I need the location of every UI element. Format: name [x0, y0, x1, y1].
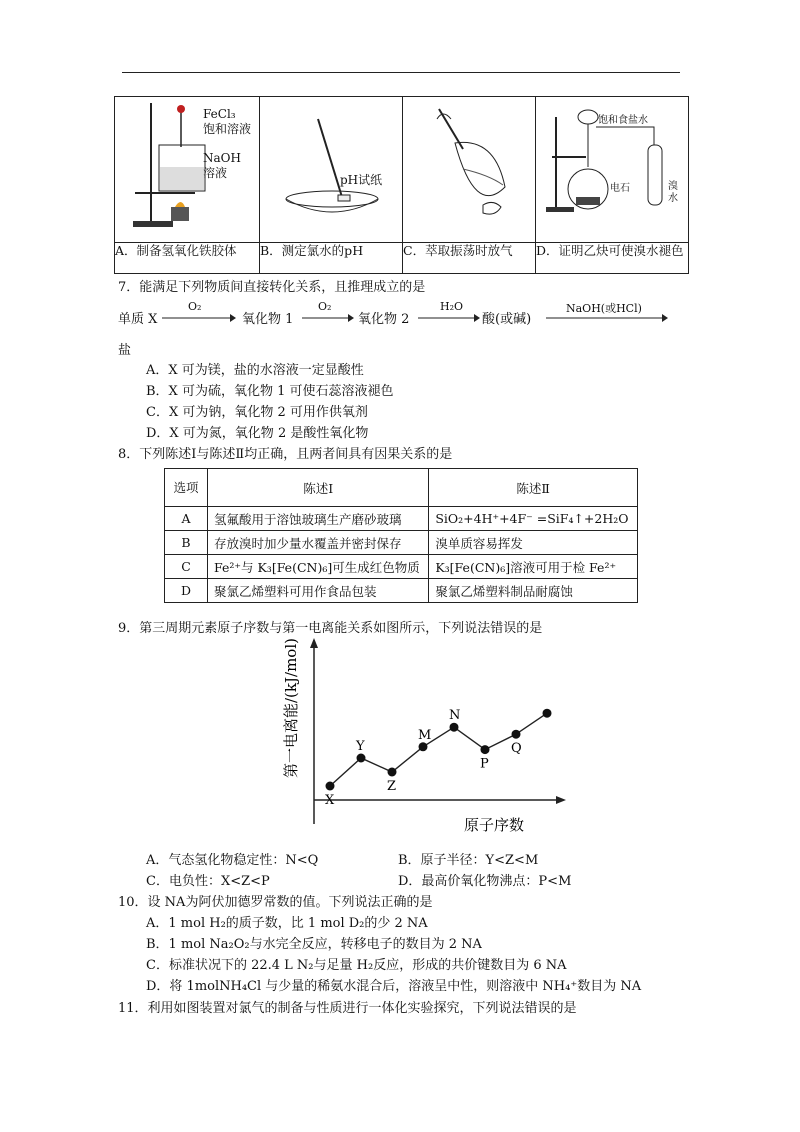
q9-option-b: B．原子半径：Y<Z<M [398, 853, 539, 868]
chain-oxide-1: 氧化物 1 [242, 312, 294, 327]
data-point [419, 742, 428, 751]
point-label: M [418, 727, 432, 743]
apparatus-b-figure [260, 97, 403, 243]
apparatus-a-labels [203, 107, 251, 181]
arrow-label-1: O₂ [188, 300, 202, 313]
q9-option-c: C．电负性：X<Z<P [146, 874, 270, 889]
apparatus-table [114, 96, 689, 274]
q7-option-b: B．X 可为硫，氧化物 1 可使石蕊溶液褪色 [146, 384, 394, 399]
point-label: P [480, 756, 489, 772]
q8-stem: 8．下列陈述Ⅰ与陈述Ⅱ均正确，且两者间具有因果关系的是 [118, 447, 453, 462]
chain-salt: 盐 [118, 343, 132, 358]
caption-a: A．制备氢氧化铁胶体 [115, 243, 260, 274]
data-point [512, 730, 521, 739]
bromine-water-label: 溴水 [668, 181, 678, 204]
brine-label: 饱和食盐水 [598, 115, 648, 126]
row-statement-1: 聚氯乙烯塑料可用作食品包装 [208, 579, 429, 603]
arrow-label-2: O₂ [318, 300, 332, 313]
q10-option-c: C．标准状况下的 22.4 L N₂与足量 H₂反应，形成的共价键数目为 6 NA [146, 958, 567, 973]
row-statement-2: SiO₂+4H⁺+4F⁻ =SiF₄↑+2H₂O [429, 507, 638, 531]
point-label: X [325, 793, 335, 808]
row-statement-1: 存放溴时加少量水覆盖并密封保存 [208, 531, 429, 555]
header-rule [122, 72, 680, 73]
ph-paper-label: pH试纸 [340, 173, 383, 187]
row-option: A [165, 507, 208, 531]
q7-conversion-chain [118, 300, 678, 330]
caption-b: B．测定氯水的pH [260, 243, 403, 274]
q10-option-b: B．1 mol Na₂O₂与水完全反应，转移电子的数目为 2 NA [146, 937, 482, 952]
ph-test-apparatus-icon [260, 97, 402, 238]
saturated-solution-label: 饱和溶液 [203, 122, 252, 136]
apparatus-a-figure [115, 97, 260, 243]
q10-option-d: D．将 1molNH₄Cl 与少量的稀氨水混合后，溶液呈中性，则溶液中 NH₄⁺数目为 NA [146, 979, 642, 994]
q7-stem: 7．能满足下列物质间直接转化关系，且推理成立的是 [118, 280, 426, 295]
row-statement-1: 氢氟酸用于溶蚀玻璃生产磨砂玻璃 [208, 507, 429, 531]
q10-stem: 10．设 NA为阿伏加德罗常数的值。下列说法正确的是 [118, 895, 433, 910]
q11-stem: 11．利用如图装置对氯气的制备与性质进行一体化实验探究，下列说法错误的是 [118, 1001, 577, 1016]
data-point [481, 745, 490, 754]
table-row [165, 579, 638, 603]
point-label: Y [356, 739, 365, 754]
q9-stem: 9．第三周期元素原子序数与第一电离能关系如图所示，下列说法错误的是 [118, 621, 543, 636]
arrow-label-3: H₂O [440, 300, 464, 313]
q7-option-c: C．X 可为钠，氧化物 2 可用作供氧剂 [146, 405, 368, 420]
solution-label: 溶液 [203, 166, 228, 180]
data-point [450, 723, 459, 732]
x-axis-arrow-icon [556, 796, 566, 804]
apparatus-d-figure [536, 97, 689, 243]
point-label: N [449, 708, 461, 724]
data-point [357, 754, 366, 763]
row-option: C [165, 555, 208, 579]
chain-element-x: 单质 X [118, 312, 158, 327]
separatory-funnel-icon [403, 97, 535, 238]
row-option: D [165, 579, 208, 603]
apparatus-c-figure [403, 97, 536, 243]
arrow-3-icon [418, 312, 480, 324]
y-axis-label: 第一电离能/(kJ/mol) [282, 638, 300, 778]
chain-acid-or-base: 酸(或碱) [482, 312, 532, 327]
table-row [165, 531, 638, 555]
ionization-energy-chart [270, 636, 570, 836]
y-axis-arrow-icon [310, 638, 318, 648]
chart-marks [325, 708, 552, 808]
data-point [388, 768, 397, 777]
point-label: Z [387, 779, 397, 794]
q9-option-d: D．最高价氧化物沸点：P<M [398, 874, 572, 889]
point-label: Q [511, 741, 522, 757]
caption-c: C．萃取振荡时放气 [403, 243, 536, 274]
fecl3-label: FeCl₃ [203, 107, 236, 121]
row-option: B [165, 531, 208, 555]
naoh-label: NaOH [203, 151, 241, 165]
arrow-label-4: NaOH(或HCl) [566, 302, 642, 315]
row-statement-2: 溴单质容易挥发 [429, 531, 638, 555]
table-row [165, 507, 638, 531]
calcium-carbide-label: 电石 [610, 183, 630, 194]
row-statement-2: 聚氯乙烯塑料制品耐腐蚀 [429, 579, 638, 603]
q7-option-a: A．X 可为镁，盐的水溶液一定显酸性 [146, 363, 364, 378]
q7-option-d: D．X 可为氮，氧化物 2 是酸性氧化物 [146, 426, 369, 441]
header-option: 选项 [165, 469, 208, 507]
caption-d: D．证明乙炔可使溴水褪色 [536, 243, 689, 274]
chain-oxide-2: 氧化物 2 [358, 312, 410, 327]
row-statement-1: Fe²⁺与 K₃[Fe(CN)₆]可生成红色物质 [208, 555, 429, 579]
header-statement-1: 陈述Ⅰ [208, 469, 429, 507]
table-row [165, 555, 638, 579]
row-statement-2: K₃[Fe(CN)₆]溶液可用于检 Fe²⁺ [429, 555, 638, 579]
arrow-4-icon [546, 312, 668, 324]
q10-option-a: A．1 mol H₂的质子数，比 1 mol D₂的少 2 NA [146, 916, 428, 931]
header-statement-2: 陈述Ⅱ [429, 469, 638, 507]
arrow-2-icon [302, 312, 354, 324]
data-point [543, 709, 552, 718]
q8-statement-table [164, 468, 638, 603]
arrow-1-icon [162, 312, 236, 324]
q9-option-a: A．气态氢化物稳定性：N<Q [146, 853, 319, 868]
data-point [326, 782, 335, 791]
x-axis-label: 原子序数 [464, 816, 525, 834]
